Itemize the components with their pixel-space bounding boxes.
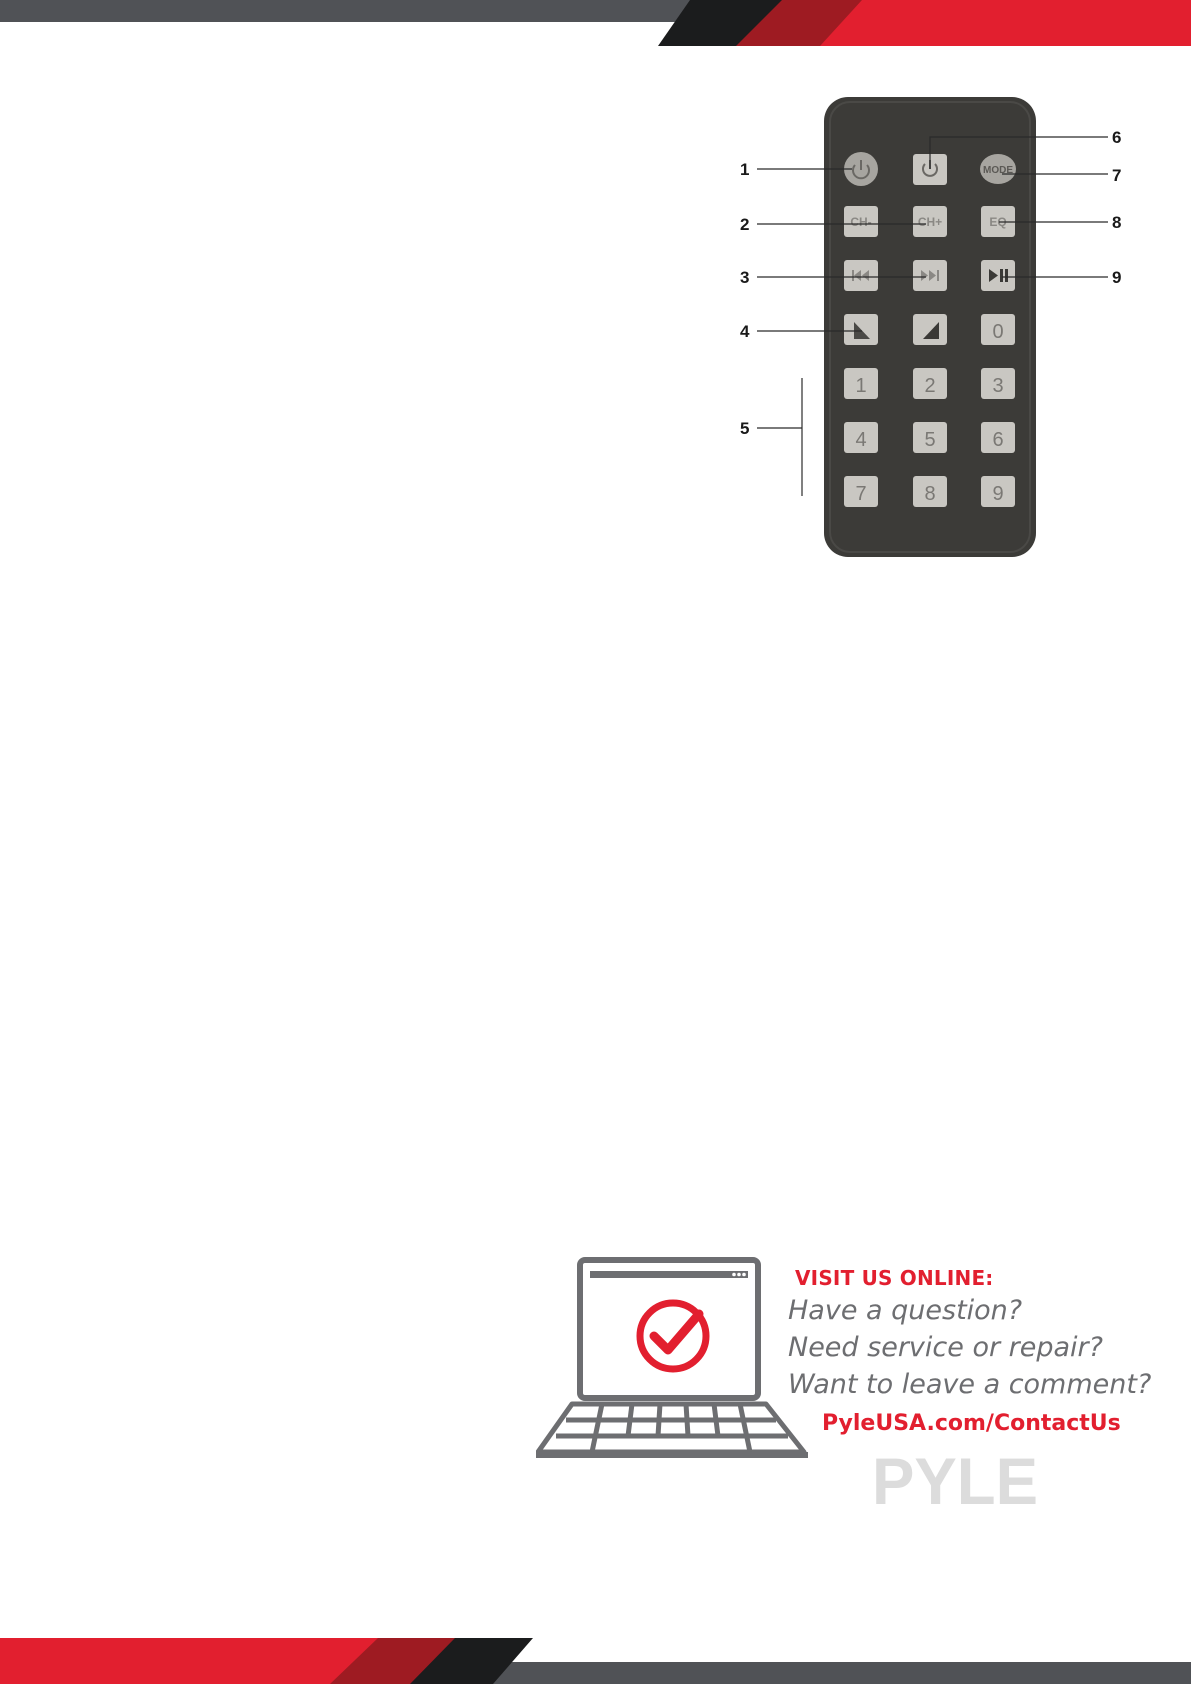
- callout-number-8: 8: [1112, 213, 1122, 232]
- ch-minus-label: CH-: [850, 215, 872, 229]
- pyle-logo: [872, 1454, 1042, 1506]
- keyboard: [538, 1404, 804, 1452]
- callout-number-3: 3: [740, 268, 750, 287]
- callout-number-7: 7: [1112, 166, 1122, 185]
- callout-number-1: 1: [740, 160, 750, 179]
- question-line-1: Have a question?: [788, 1295, 1023, 1326]
- laptop-checkmark-icon: [536, 1254, 810, 1460]
- callout-number-2: 2: [740, 215, 750, 234]
- question-line-3: Want to leave a comment?: [788, 1369, 1152, 1400]
- digit-6-label: 6: [992, 429, 1004, 451]
- contact-url-link[interactable]: PyleUSA.com/ContactUs: [822, 1411, 1121, 1436]
- volume-up-button: [913, 314, 947, 345]
- bottom-banner-red-wedge: [0, 1638, 378, 1684]
- visit-us-online-heading: VISIT US ONLINE:: [795, 1266, 994, 1290]
- digit-7-label: 7: [855, 483, 867, 505]
- laptop-screen-frame: [580, 1260, 758, 1398]
- digit-2-label: 2: [924, 375, 936, 397]
- callout-number-9: 9: [1112, 268, 1122, 287]
- bottom-banner: [0, 1638, 1191, 1684]
- top-banner: [0, 0, 1191, 46]
- digit-3-label: 3: [992, 375, 1004, 397]
- digit-9-label: 9: [992, 483, 1004, 505]
- question-line-2: Need service or repair?: [788, 1332, 1103, 1363]
- digit-4-label: 4: [855, 429, 867, 451]
- digit-0-label: 0: [992, 321, 1004, 343]
- browser-bar: [590, 1271, 748, 1278]
- pyle-logo-text: PYLE: [872, 1454, 1038, 1506]
- digit-8-label: 8: [924, 483, 936, 505]
- ch-plus-label: CH+: [917, 215, 943, 229]
- eq-label: EQ: [989, 215, 1007, 229]
- callout-number-6: 6: [1112, 128, 1122, 147]
- callout-number-5: 5: [740, 419, 750, 438]
- callout-number-4: 4: [740, 322, 750, 341]
- digit-5-label: 5: [924, 429, 936, 451]
- laptop-base: [536, 1452, 808, 1458]
- mode-button-label: MODE: [983, 165, 1013, 176]
- digit-1-label: 1: [855, 375, 867, 397]
- checkmark-icon: [654, 1314, 699, 1350]
- top-banner-red-wedge: [820, 0, 1191, 46]
- browser-dots: [732, 1273, 746, 1277]
- remote-control-diagram: [730, 90, 1130, 580]
